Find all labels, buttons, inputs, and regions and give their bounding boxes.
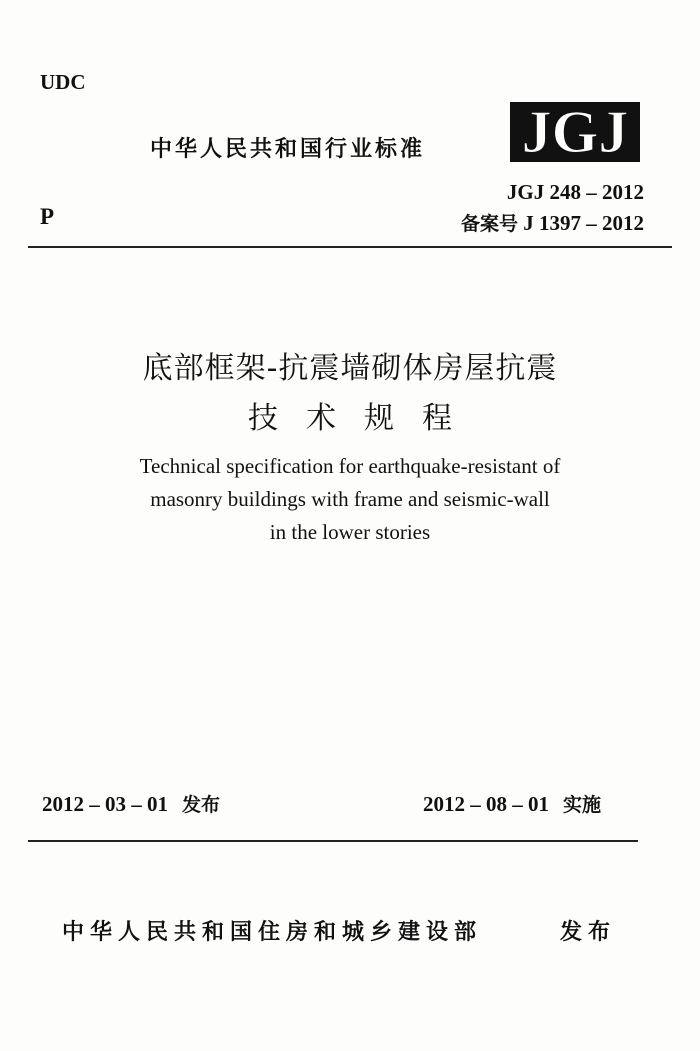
standard-type: 中华人民共和国行业标准 bbox=[150, 137, 426, 162]
record-number-line bbox=[461, 209, 644, 236]
title-en-line1: Technical specification for earthquake-resistant of bbox=[139, 454, 561, 478]
bottom-divider bbox=[28, 840, 638, 842]
issue-label: 发布 bbox=[182, 794, 221, 816]
logo-text: JGJ bbox=[521, 100, 629, 164]
title-zh-line1: 底部框架-抗震墙砌体房屋抗震 bbox=[142, 351, 558, 386]
jgj-logo bbox=[508, 100, 642, 164]
title-en-line3: in the lower stories bbox=[269, 520, 431, 544]
record-number: J 1397 – 2012 bbox=[523, 211, 644, 235]
record-label: 备案号 bbox=[460, 213, 518, 235]
title-en bbox=[0, 450, 700, 549]
issue-date: 2012 – 03 – 01 bbox=[42, 792, 168, 816]
top-divider bbox=[28, 246, 672, 248]
udc-label: UDC bbox=[40, 70, 86, 94]
publish-label: 发布 bbox=[560, 920, 617, 945]
title-en-line2: masonry buildings with frame and seismic-wall bbox=[150, 487, 550, 511]
title-zh-line2: 技术规程 bbox=[248, 401, 480, 436]
publisher: 中华人民共和国住房和城乡建设部 bbox=[62, 920, 483, 945]
category-code: P bbox=[40, 204, 55, 229]
implement-date-line bbox=[423, 790, 601, 817]
implement-date: 2012 – 08 – 01 bbox=[423, 792, 549, 816]
issue-date-line bbox=[42, 790, 220, 817]
standard-number: JGJ 248 – 2012 bbox=[506, 180, 644, 204]
implement-label: 实施 bbox=[563, 794, 602, 816]
